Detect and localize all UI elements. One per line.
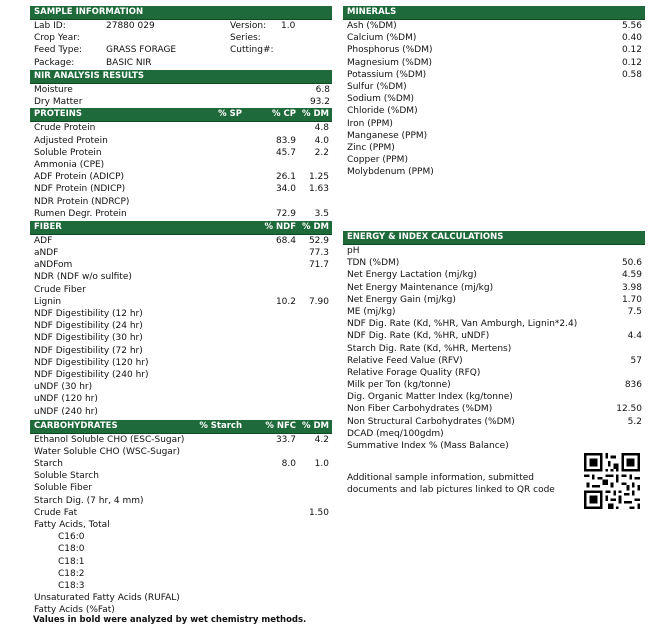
row-value: 3.98 <box>621 282 642 293</box>
feed-type-label: Feed Type: <box>34 45 83 56</box>
table-row <box>30 135 332 147</box>
row-label: NDF Protein (NDICP) <box>34 184 126 195</box>
right-column <box>343 6 645 178</box>
row-label: Moisture <box>34 85 73 95</box>
row-value: 5.56 <box>621 21 642 31</box>
row-value: 57 <box>630 355 642 366</box>
row-label: NDF Dig. Rate (Kd, %HR, uNDF) <box>347 331 490 342</box>
carbs-header <box>30 420 332 434</box>
row-label: Starch Dig. (7 hr, 4 mm) <box>34 495 144 506</box>
row-label: NDF Digestibility (72 hr) <box>34 345 143 356</box>
row-label: Unsaturated Fatty Acids (RUFAL) <box>34 593 180 604</box>
table-row <box>343 257 645 269</box>
row-label: Net Energy Maintenance (mj/kg) <box>347 282 494 293</box>
section-title: PROTEINS <box>34 109 83 120</box>
energy-header <box>343 231 645 245</box>
row-label: Net Energy Lactation (mj/kg) <box>347 270 477 281</box>
lab-id-label: Lab ID: <box>34 21 66 31</box>
table-row <box>343 282 645 294</box>
row-label: Starch Dig. Rate (Kd, %HR, Mertens) <box>347 343 512 354</box>
row-label: ADF Protein (ADICP) <box>34 172 125 183</box>
table-row <box>30 284 332 296</box>
table-row <box>30 332 332 344</box>
section-title: SAMPLE INFORMATION <box>34 7 144 17</box>
section-title: FIBER <box>34 221 62 232</box>
row-value: 26.1 <box>275 172 296 183</box>
table-row <box>30 495 332 507</box>
row-label: Crude Fat <box>34 507 78 518</box>
fiber-rows <box>30 235 332 418</box>
proteins-header <box>30 108 332 122</box>
energy-rows <box>343 245 645 452</box>
row-label: Chloride (%DM) <box>347 106 418 117</box>
crop-year-label: Crop Year: <box>34 33 80 44</box>
row-label: aNDF <box>34 248 59 259</box>
carbs-rows <box>30 434 332 617</box>
row-value: 4.2 <box>314 434 329 445</box>
table-row <box>30 568 332 580</box>
row-label: C18:1 <box>58 556 85 567</box>
row-value: 5.2 <box>627 416 642 427</box>
row-value: 836 <box>624 380 642 391</box>
row-label: Non Fiber Carbohydrates (%DM) <box>347 404 493 415</box>
table-row <box>343 245 645 257</box>
version-label: Version: <box>230 21 267 31</box>
row-label: Soluble Fiber <box>34 483 93 494</box>
row-value: 1.50 <box>308 507 329 518</box>
table-row <box>30 470 332 482</box>
column-header: % DM <box>302 221 329 232</box>
table-row <box>343 318 645 330</box>
table-row <box>30 393 332 405</box>
table-row <box>30 159 332 171</box>
section-title: NIR ANALYSIS RESULTS <box>34 71 144 81</box>
row-value: 0.40 <box>621 33 642 44</box>
row-label: Summative Index % (Mass Balance) <box>347 441 509 451</box>
row-value: 2.2 <box>314 147 329 158</box>
table-row <box>30 320 332 332</box>
row-label: C18:3 <box>58 580 85 591</box>
row-value: 7.90 <box>308 296 329 307</box>
row-label: DCAD (meq/100gdm) <box>347 428 444 439</box>
row-label: Net Energy Gain (mj/kg) <box>347 294 456 305</box>
row-value: 52.9 <box>308 235 329 246</box>
table-row <box>30 357 332 369</box>
row-label: Soluble Protein <box>34 147 102 158</box>
row-label: Fatty Acids, Total <box>34 520 110 530</box>
row-value: 34.0 <box>275 184 296 195</box>
row-label: Magnesium (%DM) <box>347 57 433 68</box>
row-label: Dig. Organic Matter Index (kg/tonne) <box>347 392 513 403</box>
row-value: 10.2 <box>275 296 296 307</box>
table-row <box>30 446 332 458</box>
table-row <box>343 105 645 117</box>
table-row <box>30 381 332 393</box>
table-row <box>30 308 332 320</box>
table-row <box>343 93 645 105</box>
row-label: NDR Protein (NDRCP) <box>34 196 130 207</box>
row-label: Soluble Starch <box>34 471 99 482</box>
row-label: Starch <box>34 459 63 470</box>
table-row <box>343 416 645 428</box>
row-value: 1.25 <box>308 172 329 183</box>
row-label: aNDFom <box>34 260 73 271</box>
table-row <box>343 81 645 93</box>
row-value: 8.0 <box>281 459 296 470</box>
proteins-rows <box>30 122 332 220</box>
cutting-label: Cutting#: <box>230 45 274 56</box>
table-row <box>343 343 645 355</box>
table-row <box>30 345 332 357</box>
row-label: Molybdenum (PPM) <box>347 167 434 178</box>
table-row <box>30 369 332 381</box>
sample-info-block <box>30 20 332 70</box>
nir-header <box>30 70 332 84</box>
table-row <box>30 519 332 531</box>
table-row <box>343 166 645 178</box>
table-row <box>343 428 645 440</box>
row-label: NDF Digestibility (240 hr) <box>34 369 149 380</box>
row-label: C18:0 <box>58 544 85 555</box>
table-row <box>30 482 332 494</box>
table-row <box>30 259 332 271</box>
row-value: 4.0 <box>314 135 329 146</box>
table-row <box>343 154 645 166</box>
fiber-header <box>30 221 332 235</box>
table-row <box>343 391 645 403</box>
row-label: Zinc (PPM) <box>347 142 395 153</box>
row-value: 12.50 <box>616 404 642 415</box>
table-row <box>343 403 645 415</box>
series-label: Series: <box>230 33 261 44</box>
table-row <box>343 306 645 318</box>
column-header: % Starch <box>199 420 242 431</box>
row-label: Dry Matter <box>34 97 83 108</box>
row-label: NDF Digestibility (24 hr) <box>34 321 143 332</box>
lab-id-value: 27880 029 <box>106 21 155 31</box>
table-row <box>30 171 332 183</box>
table-row <box>30 208 332 220</box>
row-label: Crude Fiber <box>34 284 86 295</box>
table-row <box>343 142 645 154</box>
footer-note: Values in bold were analyzed by wet chemistry methods. <box>33 615 307 625</box>
row-value: 83.9 <box>275 135 296 146</box>
row-label: pH <box>347 246 360 256</box>
table-row <box>343 294 645 306</box>
row-value: 77.3 <box>308 248 329 259</box>
row-label: ME (mj/kg) <box>347 306 396 317</box>
row-label: Sulfur (%DM) <box>347 81 407 92</box>
row-value: 1.63 <box>308 184 329 195</box>
row-label: C18:2 <box>58 568 85 579</box>
row-label: Lignin <box>34 296 62 307</box>
row-label: Potassium (%DM) <box>347 69 427 80</box>
row-label: Non Structural Carbohydrates (%DM) <box>347 416 515 427</box>
row-value: 93.2 <box>309 97 330 108</box>
row-value: 4.8 <box>314 123 329 134</box>
table-row <box>30 592 332 604</box>
table-row <box>30 531 332 543</box>
column-header: % NDF <box>264 221 296 232</box>
row-label: Fatty Acids (%Fat) <box>34 605 115 616</box>
table-row <box>343 269 645 281</box>
row-value: 71.7 <box>308 260 329 271</box>
row-label: NDF Digestibility (12 hr) <box>34 309 143 319</box>
row-label: Iron (PPM) <box>347 118 393 129</box>
row-value: 1.70 <box>621 294 642 305</box>
table-row <box>30 196 332 208</box>
sample-info-header <box>30 6 332 20</box>
table-row <box>343 44 645 56</box>
energy-column <box>343 231 645 452</box>
row-value: 4.4 <box>627 331 642 342</box>
version-value: 1.0 <box>281 21 296 31</box>
table-row <box>30 556 332 568</box>
qr-note: Additional sample information, submitted documents and lab pictures linked to QR code <box>347 473 555 495</box>
table-row <box>30 84 332 96</box>
table-row <box>343 130 645 142</box>
row-value: 7.5 <box>627 306 642 317</box>
table-row <box>30 296 332 308</box>
left-column <box>30 6 332 617</box>
section-title: CARBOHYDRATES <box>34 420 118 431</box>
row-label: Adjusted Protein <box>34 135 108 146</box>
row-value: 0.12 <box>621 45 642 56</box>
row-label: uNDF (240 hr) <box>34 406 98 417</box>
table-row <box>343 355 645 367</box>
row-value: 50.6 <box>621 258 642 269</box>
table-row <box>30 235 332 247</box>
row-label: Ethanol Soluble CHO (ESC-Sugar) <box>34 434 185 445</box>
row-label: NDR (NDF w/o sulfite) <box>34 272 132 283</box>
row-value: 1.0 <box>314 459 329 470</box>
row-value: 45.7 <box>275 147 296 158</box>
row-value: 0.58 <box>621 69 642 80</box>
minerals-header <box>343 6 645 20</box>
table-row <box>30 543 332 555</box>
qr-code-icon[interactable] <box>584 453 640 509</box>
row-label: Water Soluble CHO (WSC-Sugar) <box>34 446 181 457</box>
feed-type-value: GRASS FORAGE <box>106 45 177 56</box>
row-value: 72.9 <box>275 208 296 219</box>
table-row <box>30 580 332 592</box>
table-row <box>343 118 645 130</box>
table-row <box>343 32 645 44</box>
table-row <box>343 57 645 69</box>
nir-rows <box>30 84 332 108</box>
row-value: 3.5 <box>314 208 329 219</box>
table-row <box>343 330 645 342</box>
row-label: Relative Feed Value (RFV) <box>347 355 463 366</box>
table-row <box>30 458 332 470</box>
row-label: Ash (%DM) <box>347 21 397 31</box>
column-header: % NFC <box>265 420 296 431</box>
row-value: 0.12 <box>621 57 642 68</box>
row-label: TDN (%DM) <box>347 258 400 269</box>
row-label: Phosphorus (%DM) <box>347 45 433 56</box>
table-row <box>343 20 645 32</box>
table-row <box>30 434 332 446</box>
table-row <box>343 379 645 391</box>
row-label: Milk per Ton (kg/tonne) <box>347 380 451 391</box>
row-label: ADF <box>34 235 53 246</box>
row-label: Calcium (%DM) <box>347 33 417 44</box>
row-label: Rumen Degr. Protein <box>34 208 127 219</box>
table-row <box>30 147 332 159</box>
row-label: Crude Protein <box>34 123 96 134</box>
row-label: NDF Digestibility (120 hr) <box>34 357 149 368</box>
row-label: Sodium (%DM) <box>347 94 415 105</box>
table-row <box>30 271 332 283</box>
package-value: BASIC NIR <box>106 57 152 68</box>
column-header: % DM <box>302 109 329 120</box>
column-header: % SP <box>218 109 242 120</box>
row-value: 68.4 <box>275 235 296 246</box>
table-row <box>343 69 645 81</box>
table-row <box>30 406 332 418</box>
minerals-rows <box>343 20 645 178</box>
row-label: C16:0 <box>58 532 85 543</box>
row-label: uNDF (30 hr) <box>34 382 93 393</box>
row-value: 4.59 <box>621 270 642 281</box>
column-header: % CP <box>272 109 296 120</box>
table-row <box>30 96 332 108</box>
package-label: Package: <box>34 57 75 68</box>
row-label: Copper (PPM) <box>347 155 408 166</box>
row-label: NDF Digestibility (30 hr) <box>34 333 143 344</box>
row-label: Ammonia (CPE) <box>34 159 105 170</box>
row-label: Manganese (PPM) <box>347 130 428 141</box>
row-label: NDF Dig. Rate (Kd, %HR, Van Amburgh, Lignin*2.4) <box>347 319 578 330</box>
table-row <box>343 367 645 379</box>
table-row <box>30 122 332 134</box>
table-row <box>30 247 332 259</box>
row-label: uNDF (120 hr) <box>34 394 98 405</box>
row-value: 6.8 <box>315 85 330 95</box>
table-row <box>30 507 332 519</box>
column-header: % DM <box>302 420 329 431</box>
table-row <box>30 183 332 195</box>
section-title: MINERALS <box>347 7 397 17</box>
table-row <box>343 440 645 452</box>
section-title: ENERGY & INDEX CALCULATIONS <box>347 232 504 242</box>
row-label: Relative Forage Quality (RFQ) <box>347 367 481 378</box>
row-value: 33.7 <box>275 434 296 445</box>
